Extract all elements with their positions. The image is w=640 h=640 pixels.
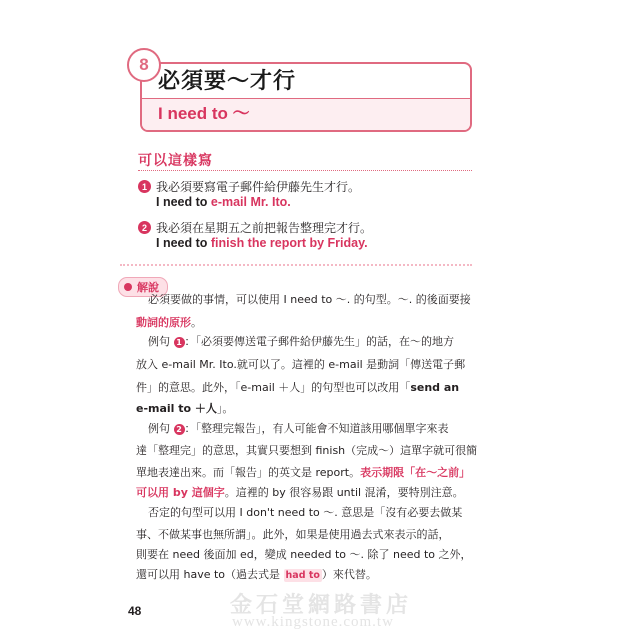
explanation-p3-line1 (148, 417, 449, 440)
p4-line4-b: ）來代替。 (321, 568, 377, 581)
example-1-marker: 1 (138, 180, 151, 193)
example-1-english-plain: I need to (156, 195, 211, 209)
p2-example-label: 例句 (148, 335, 174, 348)
watermark-text: 金石堂網路書店 (230, 593, 413, 618)
p2-line4-end: 」。 (216, 402, 234, 415)
p3-line4-rest: 。這裡的 by 很容易跟 until 混淆，要特別注意。 (224, 486, 464, 499)
p4-line4-a: 還可以用 have to（過去式是 (136, 568, 284, 581)
p3-line1-rest: ：「整理完報告」，有人可能會不知道該用哪個單字來表 (184, 422, 449, 435)
explanation-p4-line2: 事、不做某事也無所謂」。此外，如果是使用過去式來表示的話， (136, 528, 450, 541)
lesson-title-en: I need to ～ (158, 104, 250, 123)
example-2-english-highlight: finish the report by Friday. (210, 236, 368, 250)
p1-line2-end: 。 (191, 316, 202, 329)
example-2-chinese: 我必須在星期五之前把報告整理完才行。 (156, 221, 373, 235)
explanation-p4-line4 (136, 563, 377, 587)
explanation-badge-label: 解說 (137, 281, 159, 294)
section-divider (138, 170, 472, 171)
example-2-english (156, 236, 368, 250)
explanation-p1-line1: 必須要做的事情，可以使用 I need to ～. 的句型。～. 的後面要接 (148, 293, 471, 306)
example-2-english-plain: I need to (156, 236, 211, 250)
page-number: 48 (128, 604, 142, 618)
example-1-ref-icon: 1 (174, 337, 185, 348)
lesson-number-badge: 8 (127, 48, 161, 82)
p2-line3-a: 件」的意思。此外，「e-mail ＋人」的句型也可以改用「 (136, 381, 411, 394)
explanation-p4-line1: 否定的句型可以用 I don't need to ～. 意思是「沒有必要去做某 (148, 506, 463, 519)
bullet-dot-icon (124, 283, 132, 291)
example-1-english (156, 195, 291, 209)
explanation-p2-line2: 放入 e-mail Mr. Ito.就可以了。這裡的 e-mail 是動詞「傳送電子郵 (136, 358, 466, 371)
explanation-p3-line2: 達「整理完」的意思，其實只要想到 finish（完成～）這單字就可很簡 (136, 444, 478, 457)
p3-line3-a: 單地表達出來。而「報告」的英文是 report。 (136, 466, 361, 479)
p3-example-label: 例句 (148, 422, 174, 435)
example-2-marker: 2 (138, 221, 151, 234)
explanation-divider (120, 264, 472, 266)
example-2-ref-icon: 2 (174, 424, 185, 435)
had-to-highlight: had to (285, 570, 320, 581)
example-1-chinese: 我必須要寫電子郵件給伊藤先生才行。 (156, 180, 361, 194)
example-1-english-highlight: e-mail Mr. Ito. (210, 195, 291, 209)
explanation-p2-line1 (148, 330, 454, 353)
emphasis-by-word: 可以用 by 這個字 (136, 486, 225, 499)
explanation-p2-line3 (136, 376, 459, 399)
explanation-p4-line3: 則要在 need 後面加 ed，變成 needed to ～. 除了 need to 之外， (136, 548, 472, 561)
emphasis-deadline: 表示期限「在～之前」 (360, 466, 471, 479)
section-heading: 可以這樣寫 (138, 153, 213, 169)
p2-line4-bold: e-mail to ＋人 (136, 402, 217, 415)
p2-line1-rest: ：「必須要傳送電子郵件給伊藤先生」的話，在～的地方 (184, 335, 454, 348)
emphasis-verb-base: 動詞的原形 (136, 316, 191, 329)
watermark-url: www.kingstone.com.tw (232, 614, 394, 630)
lesson-title-zh: 必須要～才行 (158, 69, 297, 94)
p2-line3-bold: send an (410, 381, 460, 394)
